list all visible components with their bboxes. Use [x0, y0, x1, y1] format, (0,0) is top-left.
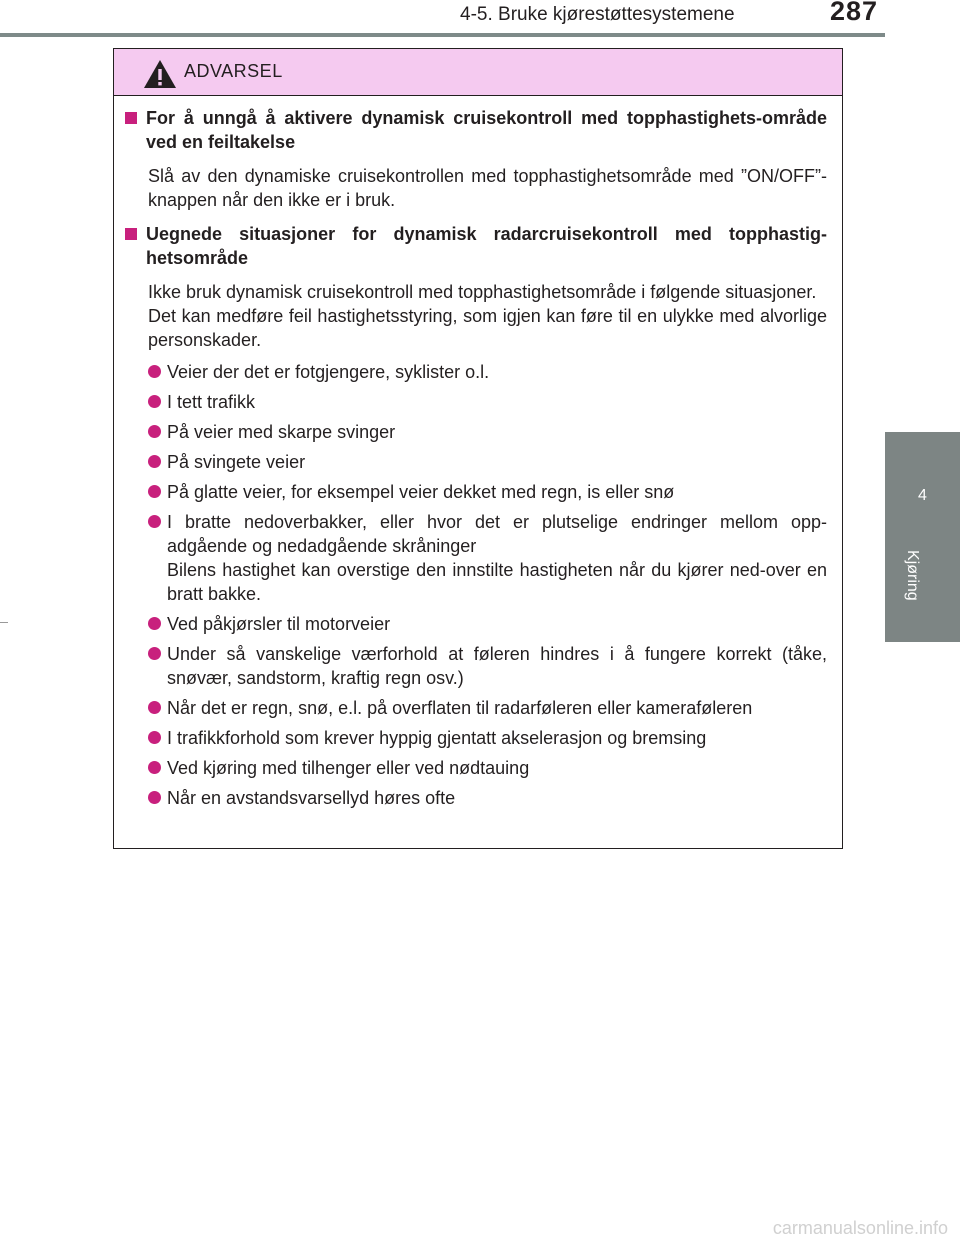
circle-bullet-icon	[148, 515, 161, 528]
list-item	[148, 510, 827, 606]
list-item-text	[167, 612, 827, 636]
paragraph-line: Slå av den dynamiske cruisekontrollen med topphastighetsområde med ”ON/OFF”-knappen når den ikke er i bruk.	[148, 166, 827, 210]
list-item	[148, 756, 827, 780]
section-title: 4-5. Bruke kjørestøttesystemene	[460, 4, 735, 25]
list-item-line: Når en avstandsvarsellyd høres ofte	[167, 788, 456, 808]
circle-bullet-icon	[148, 425, 161, 438]
section-heading-text: For å unngå å aktivere dynamisk cruisekontroll med topphastighets-område ved en feiltakelse	[146, 108, 827, 152]
list-item-line: Veier der det er fotgjengere, syklister o.l.	[167, 362, 490, 382]
section-heading-text: Uegnede situasjoner for dynamisk radarcruisekontroll med topphastig-hetsområde	[146, 224, 827, 268]
list-item-text	[167, 726, 827, 750]
circle-bullet-icon	[148, 731, 161, 744]
list-item	[148, 360, 827, 384]
list-item-line: På veier med skarpe svinger	[167, 422, 396, 442]
warning-box	[113, 48, 843, 849]
list-item	[148, 450, 827, 474]
list-item-line: I trafikkforhold som krever hyppig gjentatt akselerasjon og bremsing	[167, 728, 707, 748]
circle-bullet-icon	[148, 395, 161, 408]
circle-bullet-icon	[148, 647, 161, 660]
paragraph-line: Ikke bruk dynamisk cruisekontroll med topphastighetsområde i følgende situasjoner.	[148, 282, 817, 302]
list-item-line: Ved kjøring med tilhenger eller ved nødtauing	[167, 758, 530, 778]
warning-triangle-icon	[143, 59, 177, 89]
list-item-text	[167, 510, 827, 606]
warning-section	[125, 222, 827, 810]
list-item-text	[167, 756, 827, 780]
list-item-line: Under så vanskelige værforhold at føleren hindres i å fungere korrekt (tåke, snøvær, sandstorm, kraftig regn osv.)	[167, 644, 827, 688]
list-item-text	[167, 696, 827, 720]
section-heading	[125, 222, 827, 270]
list-item-text	[167, 786, 827, 810]
list-item	[148, 612, 827, 636]
section-paragraph	[148, 280, 827, 352]
list-item	[148, 420, 827, 444]
chapter-label: Kjøring	[904, 550, 921, 601]
list-item-line: I tett trafikk	[167, 392, 256, 412]
list-item-line: På svingete veier	[167, 452, 306, 472]
warning-section	[125, 106, 827, 212]
circle-bullet-icon	[148, 791, 161, 804]
circle-bullet-icon	[148, 701, 161, 714]
list-item-text	[167, 420, 827, 444]
paragraph-line: Det kan medføre feil hastighetsstyring, som igjen kan føre til en ulykke med alvorlige personskader.	[148, 306, 827, 350]
section-heading	[125, 106, 827, 154]
list-item	[148, 642, 827, 690]
list-item	[148, 726, 827, 750]
circle-bullet-icon	[148, 365, 161, 378]
square-bullet-icon	[125, 112, 137, 124]
circle-bullet-icon	[148, 761, 161, 774]
list-item	[148, 480, 827, 504]
list-item-text	[167, 480, 827, 504]
warning-header	[114, 49, 842, 96]
circle-bullet-icon	[148, 485, 161, 498]
crop-mark	[0, 622, 8, 623]
list-item-line: Ved påkjørsler til motorveier	[167, 614, 391, 634]
warning-title: ADVARSEL	[184, 61, 283, 81]
list-item-text	[167, 450, 827, 474]
list-item-text	[167, 360, 827, 384]
page-number: 287	[830, 0, 879, 26]
watermark: carmanualsonline.info	[772, 1218, 948, 1238]
square-bullet-icon	[125, 228, 137, 240]
list-item-line: I bratte nedoverbakker, eller hvor det er plutselige endringer mellom opp-adgående og nedadgående skråninger	[167, 512, 827, 556]
list-item	[148, 786, 827, 810]
bullet-list	[148, 360, 827, 810]
warning-body	[114, 96, 842, 810]
list-item	[148, 390, 827, 414]
list-item-text	[167, 642, 827, 690]
header-rule	[0, 33, 885, 37]
list-item-text	[167, 390, 827, 414]
section-paragraph	[148, 164, 827, 212]
list-item-line: På glatte veier, for eksempel veier dekket med regn, is eller snø	[167, 482, 675, 502]
circle-bullet-icon	[148, 455, 161, 468]
circle-bullet-icon	[148, 617, 161, 630]
list-item-line: Bilens hastighet kan overstige den innstilte hastigheten når du kjører ned-over en bratt bakke.	[167, 560, 827, 604]
chapter-number: 4	[918, 487, 927, 504]
list-item-line: Når det er regn, snø, e.l. på overflaten til radarføleren eller kameraføleren	[167, 698, 753, 718]
list-item	[148, 696, 827, 720]
chapter-tab[interactable]	[885, 432, 960, 642]
